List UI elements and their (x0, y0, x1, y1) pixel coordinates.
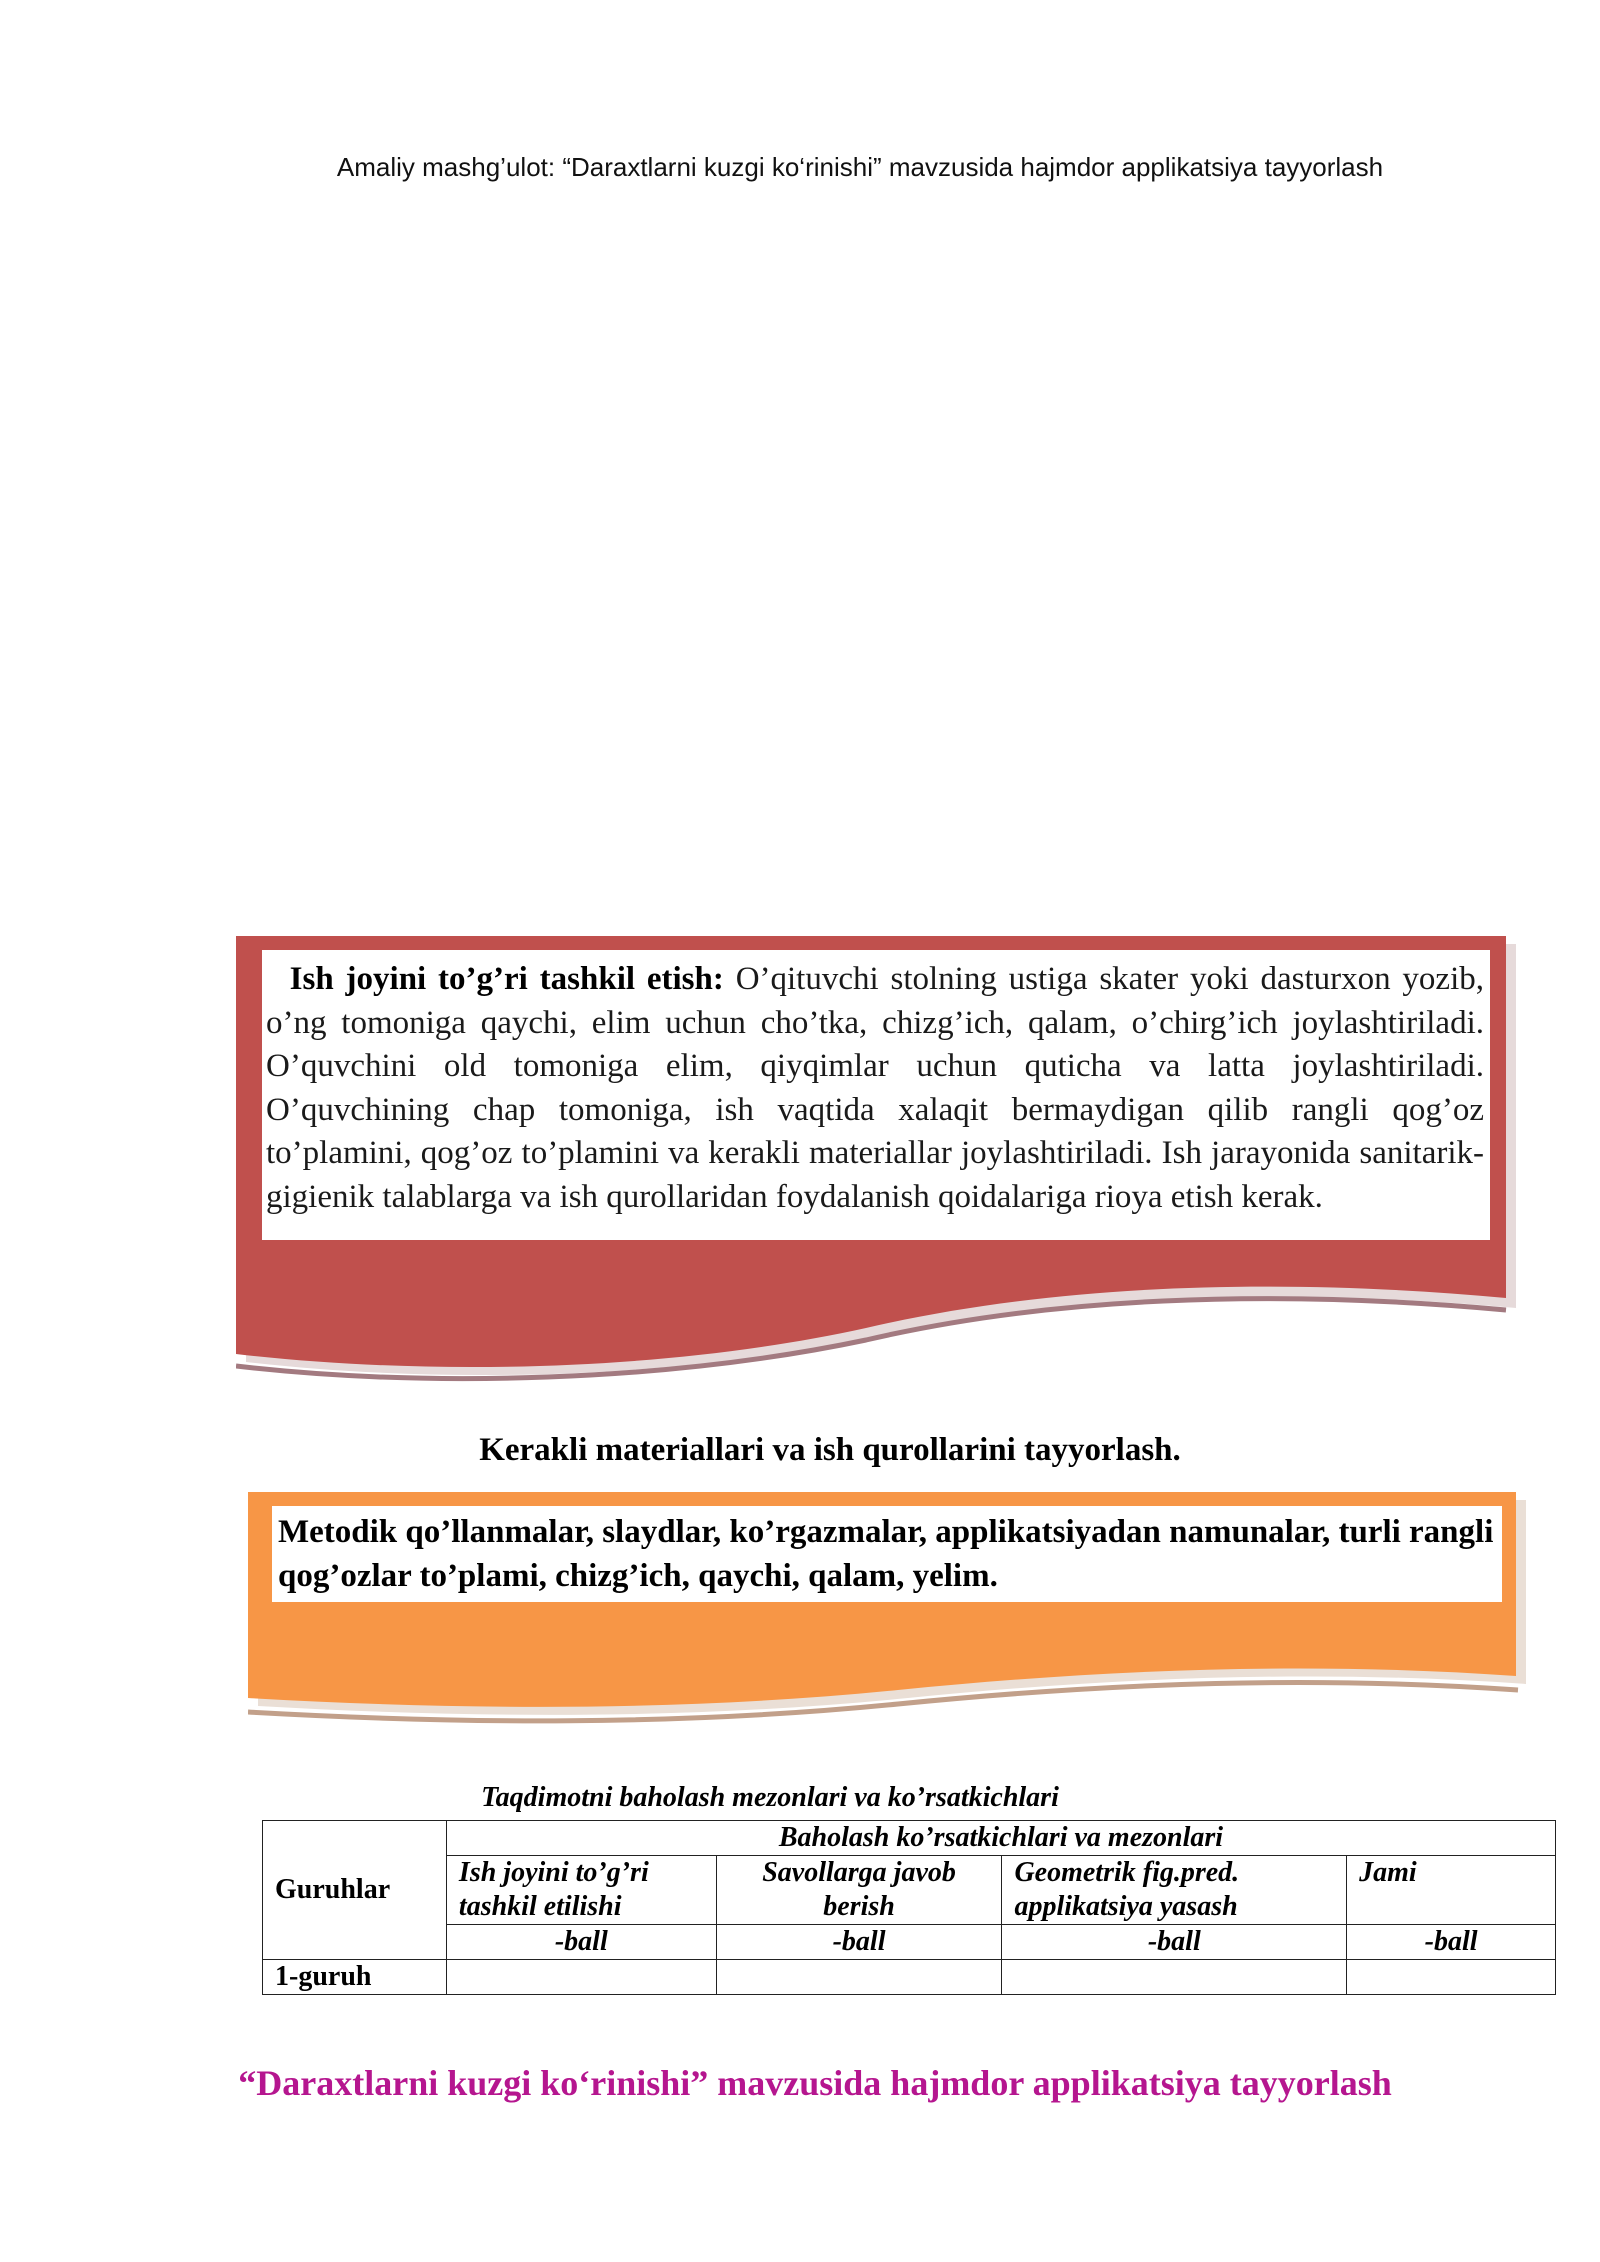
unit-cell: -ball (446, 1925, 716, 1960)
table-row (263, 1960, 1556, 1995)
workplace-body: O’qituvchi stolning ustiga skater yoki dasturxon yozib, o’ng tomoniga qaychi, elim uchun cho’tka, chizg’ich, qalam, o’chirg’ich joylashtiriladi. O’quvchini old tomoniga elim, qiyqimlar uchun quticha va latta joylashtiriladi. O’quvchining chap tomoniga, ish vaqtida xalaqit bermaydigan qilib rangli qog’oz to’plamini, qog’oz to’plamini va kerakli materiallar joylashtiriladi. Ish jarayonida sanitarik-gigienik talablarga va ish qurollaridan foydalanish qoidalariga rioya etish kerak. (266, 961, 1484, 1215)
column-header: Ish joyini to’g’ri tashkil etilishi (446, 1856, 716, 1925)
unit-cell: -ball (1347, 1925, 1556, 1960)
materials-title: Kerakli materiallari va ish qurollarini tayyorlash. (479, 1432, 1181, 1468)
group-name: 1-guruh (263, 1960, 447, 1995)
column-header: Jami (1347, 1856, 1556, 1925)
workplace-lead: Ish joyini to’g’ri tashkil etish: (289, 961, 724, 997)
grading-table (262, 1820, 1556, 1995)
table-caption: Taqdimotni baholash mezonlari va ko’rsatkichlari (481, 1782, 1059, 1813)
page-header: Amaliy mashg’ulot: “Daraxtlarni kuzgi ko‘rinishi” mavzusida hajmdor applikatsiya tayyorlash (336, 152, 1384, 182)
workplace-callout (236, 936, 1516, 1396)
column-header: Geometrik fig.pred. applikatsiya yasash (1002, 1856, 1347, 1925)
table-cell (1002, 1960, 1347, 1995)
criteria-header: Baholash ko’rsatkichlari va mezonlari (446, 1821, 1555, 1856)
workplace-text (262, 950, 1490, 1240)
unit-cell: -ball (716, 1925, 1002, 1960)
table-cell (446, 1960, 716, 1995)
table-cell (1347, 1960, 1556, 1995)
unit-cell: -ball (1002, 1925, 1347, 1960)
footer-title: “Daraxtlarni kuzgi ko‘rinishi” mavzusida hajmdor applikatsiya tayyorlash (238, 2063, 1392, 2103)
groups-header: Guruhlar (263, 1821, 447, 1960)
materials-text: Metodik qo’llanmalar, slaydlar, ko’rgazmalar, applikatsiyadan namunalar, turli rangli qog’ozlar to’plami, chizg’ich, qaychi, qalam, yelim. (272, 1506, 1502, 1602)
materials-callout (248, 1492, 1528, 1742)
table-columns-row (263, 1856, 1556, 1925)
table-cell (716, 1960, 1002, 1995)
table-header-row (263, 1821, 1556, 1856)
column-header: Savollarga javob berish (716, 1856, 1002, 1925)
table-units-row (263, 1925, 1556, 1960)
